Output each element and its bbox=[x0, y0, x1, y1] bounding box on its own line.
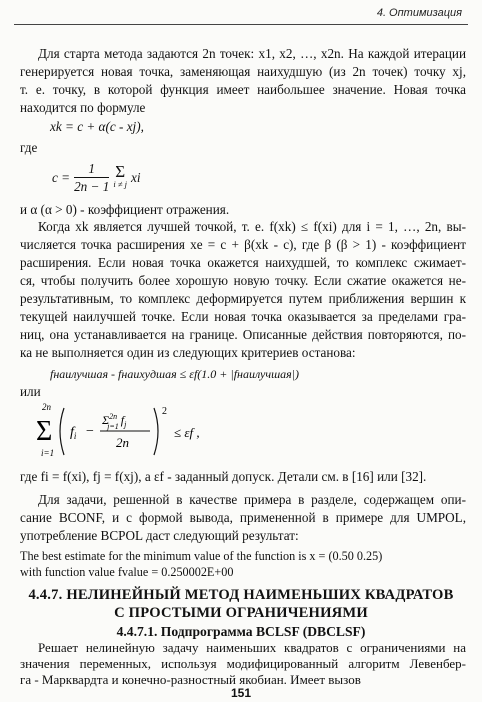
formula-stop-criterion-2 bbox=[34, 400, 234, 462]
p2-line6: текущей наилучшей точке. Если новая точка оказывается за пределами гра- bbox=[20, 309, 466, 324]
power: 2 bbox=[162, 406, 167, 417]
section-title-line2: С ПРОСТЫМИ ОГРАНИЧЕНИЯМИ bbox=[114, 605, 368, 621]
centroid-denominator: 2n − 1 bbox=[74, 178, 110, 194]
output-line1: The best estimate for the minimum value of the function is x = (0.50 0.25) bbox=[20, 549, 383, 563]
term-fi: $f_i$ bbox=[70, 425, 77, 441]
p3-line3: употребление BCPOL даст следующий результат: bbox=[20, 528, 299, 543]
p1-line3: т. е. точку, в которой функция имеет наибольшее значение. Новая точка bbox=[20, 82, 466, 97]
criterion-rhs: ≤ εf , bbox=[174, 425, 200, 440]
outer-sum-upper: 2n bbox=[42, 402, 51, 412]
p2-line3: расширения. Если новая точка окажется наихудшей, то комплекс сжимает- bbox=[20, 255, 466, 270]
p2-line8: ка не выполняется один из следующих критериев останова: bbox=[20, 345, 356, 360]
p2-line7: ниц, она устанавливается на границе. Описанные действия повторяются, по- bbox=[20, 327, 466, 342]
output-line2: with function value fvalue = 0.250002E+00 bbox=[20, 565, 234, 579]
p1-line1: Для старта метода задаются 2n точек: x1, x2, …, x2n. На каждой итерации bbox=[38, 46, 466, 61]
page-number: 151 bbox=[230, 686, 252, 700]
formula-centroid bbox=[52, 158, 141, 198]
formula-stop-criterion-1: fнаилучшая - fнаихудшая ≤ εf(1.0 + |fнаилучшая|) bbox=[50, 367, 300, 381]
p1-line2: генерируется новая точка, заменяющая наихудшую (из 2n точек) точку xj, bbox=[20, 64, 466, 79]
p2-line1: Когда xk является лучшей точкой, т. е. f(xk) ≤ f(xi) для i = 1, …, 2n, вы- bbox=[38, 219, 466, 234]
p1-line4: находится по формуле bbox=[20, 100, 146, 115]
right-paren bbox=[154, 408, 158, 455]
centroid-numerator: 1 bbox=[74, 161, 109, 178]
left-paren bbox=[60, 408, 64, 455]
alpha-definition: и α (α > 0) - коэффициент отражения. bbox=[20, 202, 230, 217]
centroid-term: xi bbox=[130, 170, 141, 185]
running-header: 4. Оптимизация bbox=[376, 7, 462, 19]
header-rule bbox=[14, 24, 468, 25]
sum-sign: Σ bbox=[115, 162, 126, 181]
inner-numerator: $\Sigma^{2n}$ j=1 $f_j$ bbox=[102, 412, 127, 431]
subsection-title: 4.4.7.1. Подпрограмма BCLSF (DBCLSF) bbox=[116, 624, 366, 639]
p3-line1: Для задачи, решенной в качестве примера в разделе, содержащем опи- bbox=[38, 492, 466, 507]
p2-line2: числяется точка расширения xe = c + β(xk - c), где β (β > 1) - коэффициент bbox=[20, 237, 466, 252]
outer-sum-sign: Σ bbox=[36, 416, 53, 447]
centroid-fraction bbox=[74, 161, 109, 196]
where-definitions: где fi = f(xi), fj = f(xj), а εf - заданный допуск. Детали см. в [16] или [32]. bbox=[20, 469, 427, 484]
outer-sum-lower: i=1 bbox=[41, 448, 55, 458]
section-title-line1: 4.4.7. НЕЛИНЕЙНЫЙ МЕТОД НАИМЕНЬШИХ КВАДРАТОВ bbox=[28, 587, 454, 603]
formula-reflection: xk = c + α(c - xj), bbox=[50, 119, 144, 134]
minus-sign: − bbox=[86, 424, 94, 439]
centroid-lhs: c = bbox=[52, 170, 71, 185]
p4-line2: значения переменных, используя модифицированный алгоритм Левенбер- bbox=[20, 656, 466, 671]
inner-denominator: 2n bbox=[116, 435, 129, 450]
centroid-sum bbox=[113, 162, 127, 190]
where-label-1: где bbox=[20, 140, 38, 155]
p3-line2: сание BCONF, и с формой вывода, примененной в примере для UMPOL, bbox=[20, 510, 466, 525]
or-label: или bbox=[20, 384, 41, 399]
p2-line5: результативным, то комплекс деформируется путем приближения вершин к bbox=[20, 291, 466, 306]
sum-index: i ≠ j bbox=[113, 179, 127, 189]
p4-line3: га - Марквардта и конечно-разностный якобиан. Имеет вызов bbox=[20, 672, 361, 687]
p4-line1: Решает нелинейную задачу наименьших квадратов с ограничениями на bbox=[38, 640, 466, 655]
p2-line4: ся, чтобы получить более хорошую новую точку. Если сжатие окажется не- bbox=[20, 273, 466, 288]
